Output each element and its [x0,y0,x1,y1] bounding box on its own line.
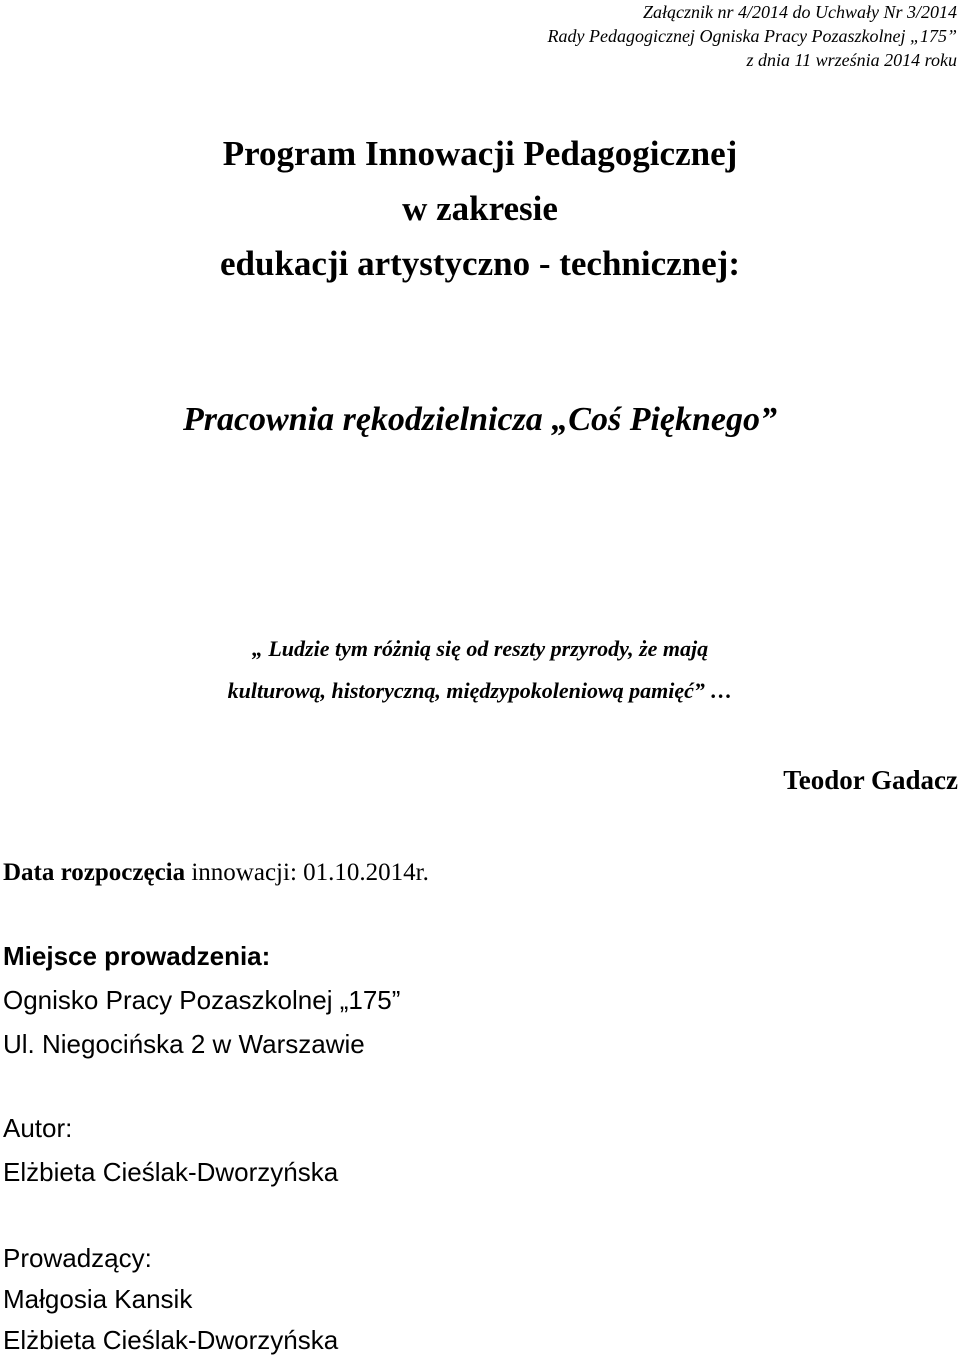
author-label: Autor: [3,1113,73,1143]
start-date [3,855,429,891]
attachment-line: Rady Pedagogicznej Ogniska Pracy Pozaszkolnej „175” [547,26,957,46]
leaders-label: Prowadzący: [3,1243,152,1273]
attachment-line: Załącznik nr 4/2014 do Uchwały Nr 3/2014 [643,2,957,22]
title-line: Program Innowacji Pedagogicznej [222,134,738,173]
epigraph-quote [0,628,960,712]
author-block [3,1106,338,1194]
quote-line: kulturową, historyczną, międzypokoleniową pamięć” … [227,678,733,703]
start-date-label: Data rozpoczęcia [3,859,186,886]
document-title [0,126,960,291]
attachment-note [548,0,957,72]
workshop-name: Pracownia rękodzielnicza „Coś Pięknego” [182,401,778,438]
quote-line: „ Ludzie tym różnią się od reszty przyrody, że mają [251,636,709,661]
leader-name: Elżbieta Cieślak-Dworzyńska [3,1325,339,1355]
location-line: Ognisko Pracy Pozaszkolnej „175” [3,985,401,1015]
location-label: Miejsce prowadzenia: [3,941,271,971]
title-line: edukacji artystyczno - technicznej: [219,244,740,283]
author-name: Elżbieta Cieślak-Dworzyńska [3,1157,339,1187]
title-line: w zakresie [402,189,558,228]
leaders-block [3,1238,338,1361]
location-line: Ul. Niegocińska 2 w Warszawie [3,1029,365,1059]
location-block [3,934,400,1066]
start-date-value: innowacji: 01.10.2014r. [191,859,429,886]
attachment-line: z dnia 11 września 2014 roku [746,50,957,70]
leader-name: Małgosia Kansik [3,1284,193,1314]
quote-author: Teodor Gadacz [783,765,958,795]
